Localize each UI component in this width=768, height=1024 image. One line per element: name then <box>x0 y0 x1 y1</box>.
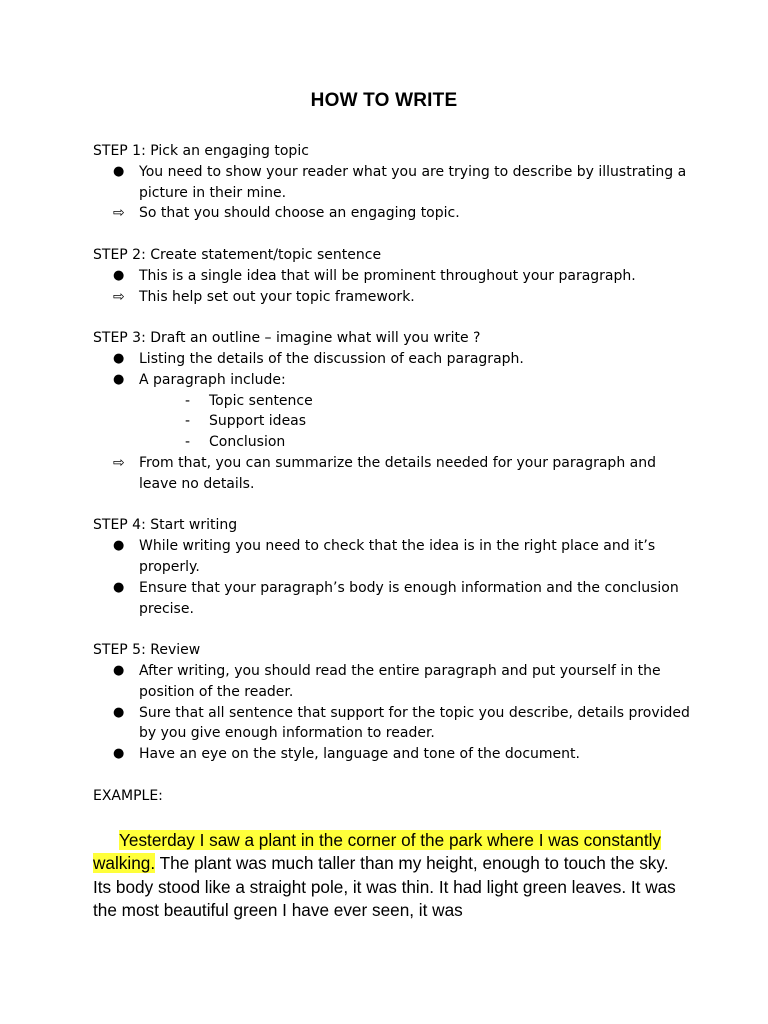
bullet-icon: ● <box>113 350 125 366</box>
list-item <box>93 536 693 578</box>
list-item-text: Have an eye on the style, language and tone of the document. <box>139 746 580 763</box>
sub-list-item-text: Topic sentence <box>209 392 313 409</box>
list-item <box>93 744 693 765</box>
dash-icon: - <box>185 434 191 451</box>
step-items <box>93 266 693 308</box>
step-section <box>93 328 693 494</box>
bullet-icon: ● <box>113 579 125 595</box>
step-section <box>93 141 693 224</box>
list-item-text: This is a single idea that will be prominent throughout your paragraph. <box>139 267 636 284</box>
list-item <box>93 578 693 620</box>
sub-list-item-text: Conclusion <box>209 434 286 451</box>
list-item-text: Ensure that your paragraph’s body is enough information and the conclusion precise. <box>139 579 679 617</box>
step-heading: STEP 5: Review <box>93 642 201 659</box>
dash-icon: - <box>185 413 191 430</box>
step-heading: STEP 3: Draft an outline – imagine what will you write ? <box>93 330 481 347</box>
step-heading: STEP 2: Create statement/topic sentence <box>93 246 382 263</box>
list-item <box>93 703 693 745</box>
document-title: HOW TO WRITE <box>310 90 458 111</box>
list-item <box>93 266 693 287</box>
list-item <box>93 370 693 453</box>
list-item <box>93 349 693 370</box>
step-section <box>93 640 693 765</box>
step-items <box>93 162 693 224</box>
step-items <box>93 536 693 619</box>
bullet-icon: ● <box>113 163 125 179</box>
list-item <box>93 453 693 495</box>
list-item-text: A paragraph include: <box>139 371 286 388</box>
sub-list-item <box>139 391 693 412</box>
example-body-text: The plant was much taller than my height, enough to touch the sky. Its body stood like a straight pole, it was thin. It had light green leaves. It was the most beautiful green I have ever seen, it was <box>93 853 676 921</box>
list-item <box>93 287 693 308</box>
list-item <box>93 162 693 204</box>
bullet-icon: ● <box>113 704 125 720</box>
step-heading: STEP 1: Pick an engaging topic <box>93 143 309 159</box>
example-highlighted-text: Yesterday I saw a plant in the corner of the park where I was constantly walking. <box>93 830 662 874</box>
step-items <box>93 349 693 495</box>
sub-list-item <box>139 411 693 432</box>
list-item <box>93 661 693 703</box>
step-items <box>93 661 693 765</box>
sub-list-item-text: Support ideas <box>209 413 307 430</box>
list-item-text: After writing, you should read the entire paragraph and put yourself in the position of the reader. <box>139 662 661 700</box>
arrow-icon: ⇨ <box>113 205 125 222</box>
list-item-text: While writing you need to check that the idea is in the right place and it’s properly. <box>139 538 656 575</box>
list-item-text: Sure that all sentence that support for the topic you describe, details provided by you give enough information to reader. <box>139 704 690 742</box>
list-item-text: This help set out your topic framework. <box>139 288 415 305</box>
bullet-icon: ● <box>113 267 125 283</box>
bullet-icon: ● <box>113 538 125 554</box>
bullet-icon: ● <box>113 662 125 678</box>
bullet-icon: ● <box>113 746 125 762</box>
step-section <box>93 245 693 307</box>
list-item-text: You need to show your reader what you are trying to describe by illustrating a picture in their mine. <box>139 163 687 201</box>
sub-list-item <box>139 432 693 453</box>
sub-list <box>139 391 693 453</box>
arrow-icon: ⇨ <box>113 288 125 305</box>
list-item-text: From that, you can summarize the details needed for your paragraph and leave no details. <box>139 454 656 492</box>
list-item-text: Listing the details of the discussion of each paragraph. <box>139 350 524 367</box>
step-heading: STEP 4: Start writing <box>93 517 238 534</box>
bullet-icon: ● <box>113 371 125 387</box>
example-paragraph <box>93 829 683 923</box>
step-section <box>93 515 693 619</box>
steps-list <box>93 141 693 807</box>
list-item <box>93 203 693 224</box>
example-heading: EXAMPLE: <box>93 787 163 804</box>
arrow-icon: ⇨ <box>113 454 125 471</box>
list-item-text: So that you should choose an engaging topic. <box>139 205 460 222</box>
dash-icon: - <box>185 392 191 409</box>
